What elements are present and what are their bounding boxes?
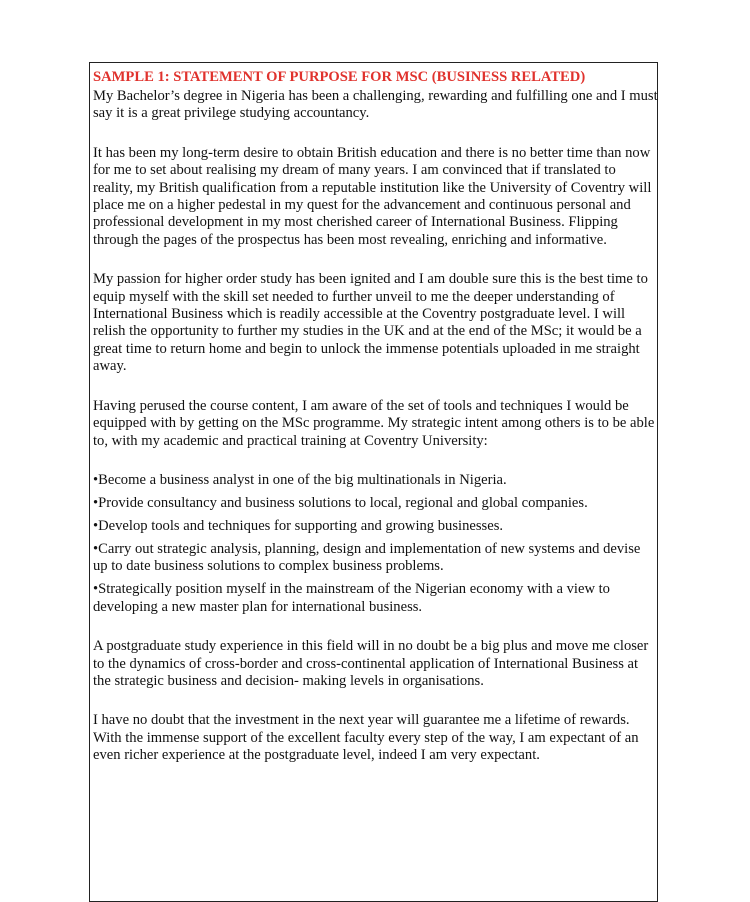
list-item: • Become a business analyst in one of the big multinationals in Nigeria. <box>93 472 658 489</box>
list-item: • Develop tools and techniques for supporting and growing businesses. <box>93 518 658 535</box>
paragraph-intro: My Bachelor’s degree in Nigeria has been a challenging, rewarding and fulfilling one and I must say it is a great privilege studying accountancy. <box>93 88 658 122</box>
list-item: • Provide consultancy and business solutions to local, regional and global companies. <box>93 495 658 512</box>
document-frame <box>89 62 658 902</box>
paragraph-motivation: It has been my long-term desire to obtain British education and there is no better time than now for me to set about realising my dream of many years. I am convinced that if translated to reality, my British qualification from a reputable institution like the University of Coventry will place me on a higher pedestal in my quest for the advancement and continuous personal and professional development in my most cherished career of International Business. Flipping through the pages of the prospectus has been most revealing, enriching and informative. <box>93 144 652 248</box>
paragraph-course-content: Having perused the course content, I am aware of the set of tools and techniques I would be equipped with by getting on the MSc programme. My strategic intent among others is to be able to, with my academic and practical training at Coventry University: <box>93 397 655 449</box>
list-item: • Strategically position myself in the mainstream of the Nigerian economy with a view to developing a new master plan for international business. <box>93 581 658 616</box>
paragraph-passion: My passion for higher order study has been ignited and I am double sure this is the best time to equip myself with the skill set needed to further unveil to me the deeper understanding of International Business which is readily accessible at the Coventry postgraduate level. I will relish the opportunity to further my studies in the UK and at the end of the MSc; it would be a great time to return home and begin to unlock the immense potentials uploaded in me straight away. <box>93 271 648 375</box>
goals-list <box>93 472 658 616</box>
document-title: SAMPLE 1: STATEMENT OF PURPOSE FOR MSC (BUSINESS RELATED) <box>93 69 586 85</box>
list-item: • Carry out strategic analysis, planning, design and implementation of new systems and devise up to date business solutions to complex business problems. <box>93 541 658 576</box>
paragraph-conclusion: I have no doubt that the investment in the next year will guarantee me a lifetime of rewards. With the immense support of the excellent faculty every step of the way, I am expectant of an even richer experience at the postgraduate level, indeed I am very expectant. <box>93 712 639 764</box>
paragraph-experience: A postgraduate study experience in this field will in no doubt be a big plus and move me closer to the dynamics of cross-border and cross-continental application of International Business at the strategic business and decision- making levels in organisations. <box>93 638 649 689</box>
